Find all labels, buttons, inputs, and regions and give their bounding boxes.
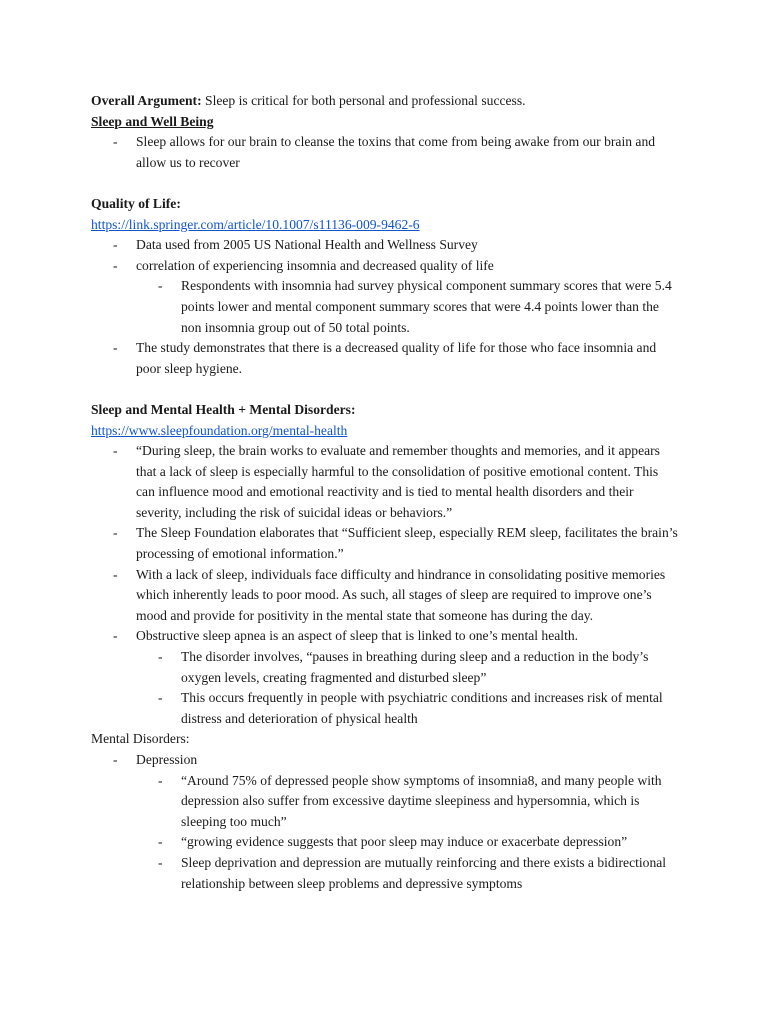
- overall-argument-label: Overall Argument:: [91, 93, 202, 108]
- dash-marker: -: [113, 237, 118, 253]
- dash-marker: -: [158, 649, 163, 665]
- bullet-text: “During sleep, the brain works to evaluate and remember thoughts and memories, and it appears that a lack of sleep is especially harmful to the consolidation of positive emotional content. This can influence mood and emotional reactivity and is tied to mental health disorders and their severity, including the risk of suicidal ideas or behaviors.”: [136, 443, 660, 520]
- bullet-text: Depression: [136, 752, 198, 767]
- dash-marker: -: [113, 443, 118, 459]
- dash-marker: -: [113, 134, 118, 150]
- list-mental-disorders: [91, 750, 678, 894]
- dash-marker: -: [113, 525, 118, 541]
- list-item: [91, 132, 678, 173]
- list-item: [91, 441, 678, 523]
- dash-marker: -: [113, 340, 118, 356]
- dash-marker: -: [113, 257, 118, 273]
- dash-marker: -: [158, 690, 163, 706]
- sub-list: [136, 647, 678, 729]
- sub-bullet-text: This occurs frequently in people with psychiatric conditions and increases risk of mental distress and deterioration of physical health: [181, 690, 663, 726]
- sub-list: [136, 276, 678, 338]
- dash-marker: -: [113, 566, 118, 582]
- bullet-text: Data used from 2005 US National Health and Wellness Survey: [136, 237, 478, 253]
- bullet-text: With a lack of sleep, individuals face difficulty and hindrance in consolidating positive memories which inherently leads to poor mood. As such, all stages of sleep are required to improve one’s mood and provide for positivity in the mental state that someone has during the day.: [136, 566, 666, 623]
- dash-marker: -: [158, 834, 163, 850]
- list-mental-health: [91, 441, 678, 729]
- heading-mental-disorders: Mental Disorders:: [91, 731, 190, 747]
- bullet-text: The Sleep Foundation elaborates that “Sufficient sleep, especially REM sleep, facilitates the brain’s processing of emotional information.”: [136, 525, 678, 562]
- dash-marker: -: [158, 854, 163, 870]
- sub-list: [136, 771, 678, 895]
- list-item: [91, 338, 678, 379]
- list-quality-of-life: [91, 235, 678, 379]
- sub-bullet-text: Respondents with insomnia had survey physical component summary scores that were 5.4 points lower and mental component summary scores that were 4.4 points lower than the non insomnia group out of 50 total points.: [181, 278, 672, 335]
- overall-argument-text: Sleep is critical for both personal and professional success.: [201, 93, 526, 108]
- heading-quality-of-life: Quality of Life:: [91, 195, 181, 211]
- list-item: [91, 256, 678, 338]
- list-item: [91, 235, 678, 256]
- list-item: [91, 565, 678, 627]
- dash-marker: -: [158, 772, 163, 788]
- list-sleep-well-being: [91, 132, 678, 173]
- sub-bullet-text: Sleep deprivation and depression are mutually reinforcing and there exists a bidirectional relationship between sleep problems and depressive symptoms: [181, 854, 667, 891]
- bullet-text: correlation of experiencing insomnia and decreased quality of life: [136, 257, 494, 273]
- sub-list-item: [136, 853, 678, 894]
- sub-list-item: [136, 688, 678, 729]
- bullet-text: Sleep allows for our brain to cleanse the toxins that come from being awake from our brain and allow us to recover: [136, 134, 656, 170]
- blank-line: [91, 173, 678, 194]
- heading-mental-health: Sleep and Mental Health + Mental Disorders:: [91, 401, 356, 417]
- dash-marker: -: [113, 752, 118, 767]
- link-sleepfoundation[interactable]: https://www.sleepfoundation.org/mental-health: [91, 422, 348, 438]
- blank-line: [91, 379, 678, 400]
- sub-bullet-text: “growing evidence suggests that poor sleep may induce or exacerbate depression”: [181, 834, 628, 850]
- heading-sleep-well-being: Sleep and Well Being: [91, 113, 214, 129]
- bullet-text: Obstructive sleep apnea is an aspect of sleep that is linked to one’s mental health.: [136, 628, 579, 644]
- list-item: [91, 750, 678, 894]
- sub-bullet-text: “Around 75% of depressed people show symptoms of insomnia8, and many people with depression also suffer from excessive daytime sleepiness and hypersomnia, which is sleeping too much”: [181, 772, 662, 829]
- sub-list-item: [136, 771, 678, 833]
- bullet-text: The study demonstrates that there is a decreased quality of life for those who face insomnia and poor sleep hygiene.: [136, 340, 657, 376]
- sub-list-item: [136, 832, 678, 853]
- dash-marker: -: [158, 278, 163, 294]
- dash-marker: -: [113, 628, 118, 644]
- list-item: [91, 523, 678, 564]
- list-item: [91, 626, 678, 729]
- sub-list-item: [136, 276, 678, 338]
- sub-list-item: [136, 647, 678, 688]
- link-springer[interactable]: https://link.springer.com/article/10.1007/s11136-009-9462-6: [91, 216, 420, 232]
- overall-argument: [91, 91, 678, 112]
- sub-bullet-text: The disorder involves, “pauses in breathing during sleep and a reduction in the body’s oxygen levels, creating fragmented and disturbed sleep”: [181, 649, 649, 685]
